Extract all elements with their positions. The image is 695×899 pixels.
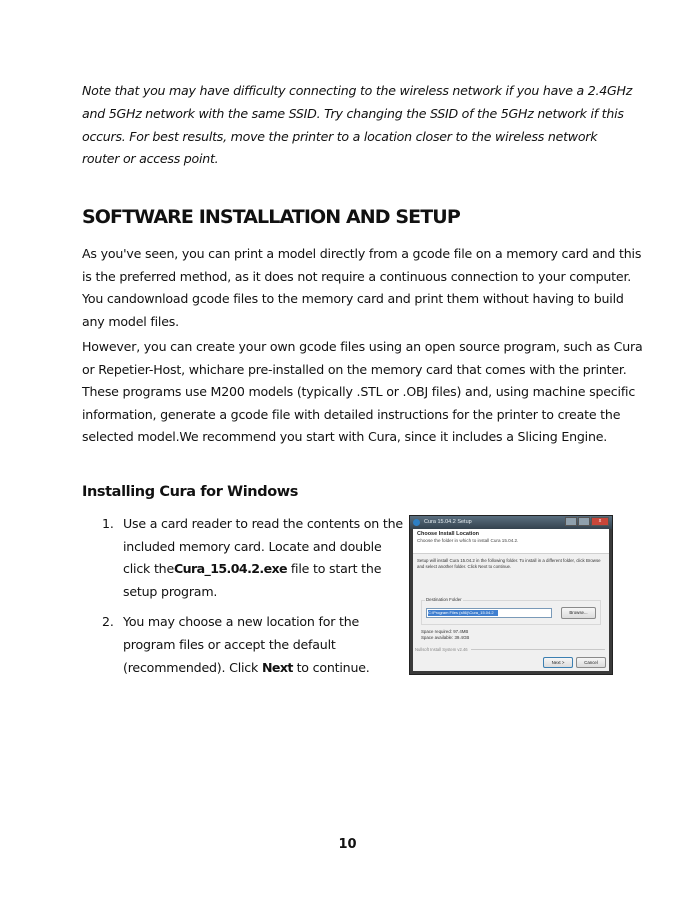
step-number: 2. xyxy=(102,614,114,630)
maximize-icon xyxy=(578,517,590,526)
dialog-footer xyxy=(415,647,605,652)
space-info xyxy=(421,629,469,641)
step-item xyxy=(82,611,407,679)
space-required: Space required: 97.4MB xyxy=(421,629,469,634)
step-number: 1. xyxy=(102,516,114,531)
minimize-icon xyxy=(565,517,577,526)
folder-value: C:\Program Files (x86)\Cura_15.04.2 xyxy=(428,610,498,616)
note-line: Note that you may have difficulty connecting to the wireless network if you have a 2.4GHz xyxy=(82,83,633,98)
space-available: Space available: 39.4GB xyxy=(421,635,470,640)
wireless-note xyxy=(82,80,642,171)
note-line: and 5GHz network with the same SSID. Try changing the SSID of the 5GHz network if this xyxy=(82,105,624,121)
dialog-heading: Choose Install Location xyxy=(417,531,480,537)
dialog-header xyxy=(413,529,609,554)
cancel-button: Cancel xyxy=(576,657,606,668)
app-icon xyxy=(413,519,420,526)
step-text: Use a card reader to read the contents on the included memory card. Locate and double click the xyxy=(123,516,403,577)
step-text: to continue. xyxy=(292,659,370,675)
window-controls xyxy=(565,517,609,526)
next-button: Next > xyxy=(543,657,573,668)
step-text: file to start the setup program. xyxy=(123,561,382,599)
section-title: SOFTWARE INSTALLATION AND SETUP xyxy=(82,206,460,228)
destination-folder-input xyxy=(426,608,552,618)
next-bold: Next xyxy=(261,659,293,675)
step-text: You may choose a new location for the program files or accept the default (recommended). Click xyxy=(123,614,360,675)
dialog-title: Cura 15.04.2 Setup xyxy=(424,519,472,525)
destination-label: Destination Folder xyxy=(426,597,462,602)
destination-group xyxy=(421,597,601,625)
dialog-titlebar xyxy=(410,516,612,529)
browse-button: Browse... xyxy=(561,607,596,619)
install-steps xyxy=(82,513,407,687)
dialog-body xyxy=(413,529,609,671)
step-item xyxy=(82,513,407,603)
nsis-label: Nullsoft Install System v2.46 xyxy=(415,647,468,652)
footer-divider xyxy=(471,649,605,650)
close-icon: x xyxy=(591,517,609,526)
note-line: occurs. For best results, move the printer to a location closer to the wireless network xyxy=(82,128,598,144)
note-line: router or access point. xyxy=(82,151,219,167)
installer-screenshot xyxy=(409,515,613,675)
subsection-title: Installing Cura for Windows xyxy=(82,484,298,500)
filename-bold: Cura_15.04.2.exe xyxy=(174,561,288,577)
page-number: 10 xyxy=(338,837,357,852)
dialog-description: Setup will install Cura 15.04.2 in the following folder. To install in a different folder, click Browse and select another folder. Click Next to continue. xyxy=(417,558,601,569)
cura-paragraph: However, you can create your own gcode files using an open source program, such as Cura or Repetier-Host, whichare pre-installed on the memory card that comes with the printer. These programs use M200 models (typically .STL or .OBJ files) and, using machine specific information, generate a gcode file with detailed instructions for the printer to create the selected model.We recommend you start with Cura, since it includes a Slicing Engine. xyxy=(82,339,643,445)
dialog-subheading: Choose the folder in which to install Cura 15.04.2. xyxy=(417,538,519,543)
intro-paragraph: As you've seen, you can print a model directly from a gcode file on a memory card and this is the preferred method, as it does not require a continuous connection to your computer. You candownload gcode files to the memory card and print them without having to build any model files. xyxy=(82,246,642,329)
